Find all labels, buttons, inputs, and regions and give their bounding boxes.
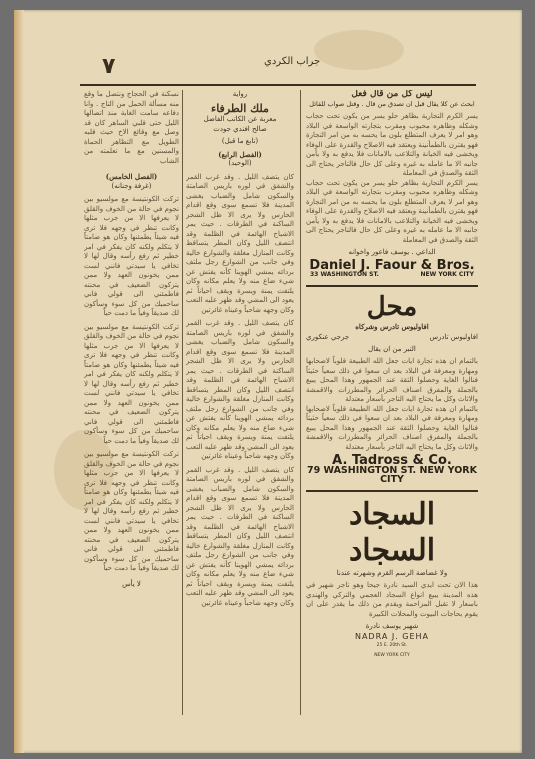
novel-byline: معربة عن الكاتب الفاضل — [203, 115, 277, 123]
geha-ad-name: NADRA J. GEHA — [354, 631, 430, 641]
right-column — [306, 90, 478, 710]
newspaper-page — [14, 10, 522, 753]
novel-body-cont2: كان يتصف الليل . وقد غرب القمر والشفق في لوره باريس الصامتة والسكون شامل والضباب يغشى المدينة فلا تسمع سوى وقع اقدام الحارس ولا يرى الا ظل الشجر الساكنة في الطرقات . حيث يمر الاشباح الهائمة في الظلمة وقد انتصف الليل وكان المطر يتساقط وكانت المنازل مغلقة والشوارع خالية وفي جانب من الشوارع رجل ملتف بردائه يمشي الهوينا كأنه يفتش عن شيء ضاع منه ولا يعلم مكانه وكان يلتفت يمنة ويسرة ويقف احياناً ثم يعود الى المشي وقد ظهر عليه التعب وكان وجهه شاحباً وعيناه غائرتين — [186, 465, 294, 607]
ad-divider — [306, 490, 478, 492]
journal-name: جراب الكردي — [264, 56, 321, 67]
tadross-ad-tagline: التبر من ان يقال — [368, 344, 416, 353]
novel-body-cont: كان يتصف الليل . وقد غرب القمر والشفق في لوره باريس الصامتة والسكون شامل والضباب يغشى المدينة فلا تسمع سوى وقع اقدام الحارس ولا يرى الا ظل الشجر الساكنة في الطرقات . حيث يمر الاشباح الهائمة في الظلمة وقد انتصف الليل وكان المطر يتساقط وكانت المنازل مغلقة والشوارع خالية وفي جانب من الشوارع رجل ملتف بردائه يمشي الهوينا كأنه يفتش عن شيء ضاع منه ولا يعلم مكانه وكان يلتفت يمنة ويسرة ويقف احياناً ثم يعود الى المشي وقد ظهر عليه التعب وكان وجهه شاحباً وعيناه غائرتين — [186, 319, 294, 460]
novel-chapter-sub: (الوحيد) — [228, 159, 252, 167]
novel-body: كان يتصف الليل . وقد غرب القمر والشفق في لوره باريس الصامتة والسكون شامل والضباب يغشى المدينة فلا تسمع سوى وقع اقدام الحارس ولا يرى الا ظل الشجر الساكنة في الطرقات . حيث يمر الاشباح الهائمة في الظلمة وقد انتصف الليل وكان المطر يتساقط وكانت المنازل مغلقة والشوارع خالية وفي جانب من الشوارع رجل ملتف بردائه يمشي الهوينا كأنه يفتش عن شيء ضاع منه ولا يعلم مكانه وكان يلتفت يمنة ويسرة ويقف احياناً ثم يعود الى المشي وقد ظهر عليه التعب وكان وجهه شاحباً وعيناه غائرتين — [186, 172, 294, 314]
ad-divider — [306, 285, 478, 287]
tadross-ad-partners — [306, 333, 478, 343]
article-signature: الداعي . يوسف فاعور واخوانه — [348, 248, 436, 256]
geha-ad-street: 25 E. 20th St. — [376, 643, 408, 648]
tadross-ad-address: 79 WASHINGTON ST. NEW YORK CITY — [307, 464, 477, 485]
article-intro: ابحث عن كلا يقال قبل ان تصدق من قال . وقتل صواب للقائل — [309, 99, 475, 108]
page-number: ٧ — [102, 54, 116, 79]
tadross-ad-subheading: افاوليوس تادرس وشركاه — [355, 321, 429, 331]
geha-ad-subheading: ولا غضاضة الرسم القزم وشهرته عندنا — [336, 568, 448, 577]
page-header — [84, 46, 484, 88]
tadross-ad-body-cont: بالتمام ان هذه تجارة ايات جعل الله الطبيعة قلوباً لاصحابها ومهارة ومعرفة في البلاد بعد ان سعوا في ذلك سعياً حثيثاً فنالوا الغاية وحصلوا الثقة عند الجمهور وهذا المحل يبيع بالجملة والمفرق اصناف الحرائر والمطرزات والاقمشة والاثاث وكل ما يحتاج اليه التاجر بأسعار معتدلة — [306, 404, 478, 451]
tadross-ad-body: بالتمام ان هذه تجارة ايات جعل الله الطبيعة قلوباً لاصحابها ومهارة ومعرفة في البلاد بعد ان سعوا في ذلك سعياً حثيثاً فنالوا الغاية وحصلوا الثقة عند الجمهور وهذا المحل يبيع بالجملة والمفرق اصناف الحرائر والمطرزات والاقمشة والاثاث وكل ما يحتاج اليه التاجر بأسعار معتدلة — [306, 357, 478, 403]
faour-ad-street: 33 WASHINGTON ST. — [310, 271, 379, 278]
article-heading: ليس كل من قال فعل — [351, 90, 433, 99]
article-body-cont: يسر الكرم التجارية بظاهر حلو يسر من يكون تحت حجاب وشكله وظاهره محبوب ومقرب بتجارته الواسعة في البلاد وهو امر لا يعرف المتطلع بلون ما يحسه به من امر التجارة فهو يقترن بالطمأنينة ويعتقد فيه الاصلاح والقدرة على الوفاء ويخشى فيه الخيانة والتلاعب بالامانات فلا يدفع به ولا يأمن جانبه الا ما عامله به غيره وعلى كل حال فالتاجر يحتاج الى الثقة والصدق في المعاملة — [306, 178, 478, 244]
novel-label: رواية — [232, 90, 248, 98]
left-body-text-cont2: تركت الكونتيسة مع مولسيو بين نجوم في حالة من الخوف والقلق لا يعرفها الا من جرب مثلها وكانت تنظر في وجهه فلا ترى فيه شيئاً يطمئنها وكان هو صامتاً لا يتكلم ولكنه كان يفكر في امر خطير ثم رفع رأسه وقال لها لا تخافي يا سيدتي فانني لست ممن يخونون العهد ولا ممن يتركون الضعيف في محنته فاطمئني الى قولي فاني ساحميك من كل سوء وسأكون لك صديقاً وفياً ما دمت حياً — [84, 450, 179, 572]
novel-continued: (تابع ما قبل) — [221, 137, 259, 145]
geha-ad-heading: السجاد السجاد — [348, 496, 436, 568]
left-closing: لا يأس — [122, 579, 141, 588]
novel-title: ملك الطرفاء — [211, 101, 269, 115]
tadross-ad-partner-right: افاوليوس تادرس — [429, 333, 478, 341]
column-rule — [182, 90, 183, 715]
left-chapter-heading: (الفصل الخامس) — [105, 172, 158, 181]
left-chapter-subheading: (غرفة وجنانه) — [111, 181, 152, 190]
faour-ad-name: Daniel J. Faour & Bros. — [309, 257, 475, 273]
middle-column — [186, 90, 294, 710]
left-body-text: تركت الكونتيسة مع مولسيو بين نجوم في حالة من الخوف والقلق لا يعرفها الا من جرب مثلها وكانت تنظر في وجهه فلا ترى فيه شيئاً يطمئنها وكان هو صامتاً لا يتكلم ولكنه كان يفكر في امر خطير ثم رفع رأسه وقال لها لا تخافي يا سيدتي فانني لست ممن يخونون العهد ولا ممن يتركون الضعيف في محنته فاطمئني الى قولي فاني ساحميك من كل سوء وسأكون لك صديقاً وفياً ما دمت حياً — [84, 195, 179, 317]
article-body: يسر الكرم التجارية بظاهر حلو يسر من يكون تحت حجاب وشكله وظاهره محبوب ومقرب بتجارته الواسعة في البلاد وهو امر لا يعرف المتطلع بلون ما يحسه به من امر التجارة فهو يقترن بالطمأنينة ويعتقد فيه الاصلاح والقدرة على الوفاء ويخشى فيه الخيانة والتلاعب بالامانات فلا يدفع به ولا يأمن جانبه الا ما عامله به غيره وعلى كل حال فالتاجر يحتاج الى الثقة والصدق في المعاملة — [306, 112, 478, 177]
geha-ad-body: هذا الان تحت ايدي السيد نادرة جيحا وهو تاجر شهير في هذه المدينة يبيع انواع السجاد العجمي والتركي والهندي باسعار لا تقبل المزاحمة ويقدم من ذلك ما يقدر على ان يقوم بحاجات البيوت والمحلات الكبيرة — [306, 581, 478, 618]
left-body-text-cont: تركت الكونتيسة مع مولسيو بين نجوم في حالة من الخوف والقلق لا يعرفها الا من جرب مثلها وكانت تنظر في وجهه فلا ترى فيه شيئاً يطمئنها وكان هو صامتاً لا يتكلم ولكنه كان يفكر في امر خطير ثم رفع رأسه وقال لها لا تخافي يا سيدتي فانني لست ممن يخونون العهد ولا ممن يتركون الضعيف في محنته فاطمئني الى قولي فاني ساحميك من كل سوء وسأكون لك صديقاً وفياً ما دمت حياً — [84, 322, 179, 445]
tadross-ad-heading: محل — [366, 291, 418, 322]
left-top-text: نسكنة في الحجاج ونتصل ما وقع منه مسألة الحمل من التاج . وانا دفاعه سامت الغابة منذ اتصالها الليل حتى قلبي الساهر كان قد وصل مع وقائع الاخ حيث قلبه الطويل مع التظاهر الحماة والمسنين مع ما تعلمته من الشاب — [84, 90, 179, 165]
header-rule — [80, 84, 476, 86]
tadross-ad-name: A. Tadross & Co. — [332, 453, 452, 468]
novel-author: صالح افندي جودت — [213, 124, 267, 133]
faour-ad-city: NEW YORK CITY — [420, 271, 474, 278]
page-edge — [14, 10, 24, 753]
geha-ad-city: NEW YORK CITY — [374, 652, 410, 658]
geha-ad-sign-arabic: شهير يوسف نادرة — [365, 622, 419, 630]
tadross-ad-partner-left: جرجي عنكوري — [306, 333, 350, 341]
novel-chapter: (الفصل الرابع) — [218, 149, 262, 159]
column-rule — [300, 90, 301, 715]
left-column — [84, 90, 179, 710]
